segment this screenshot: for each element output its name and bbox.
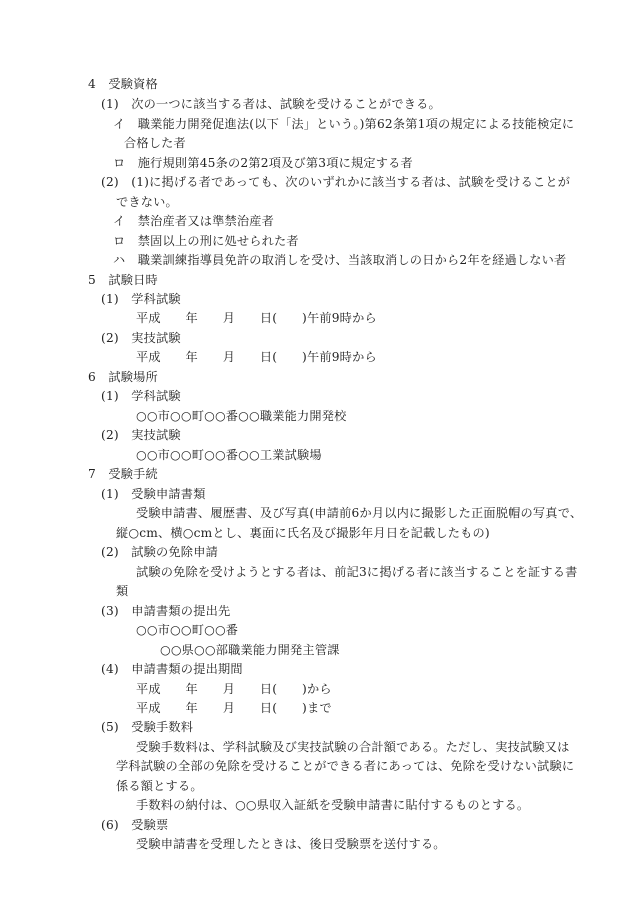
document-line: 手数料の納付は、○○県収入証紙を受験申請書に貼付するものとする。 <box>136 798 530 812</box>
document-line: 5 試験日時 <box>88 273 158 287</box>
document-line: ロ 施行規則第45条の2第2項及び第3項に規定する者 <box>113 156 413 170</box>
document-line: (2) 実技試験 <box>101 428 181 442</box>
document-line: 縦○cm、横○cmとし、裏面に氏名及び撮影年月日を記載したもの) <box>116 526 490 540</box>
document-line: 平成 年 月 日( )から <box>136 682 332 696</box>
document-line: 受験手数料は、学科試験及び実技試験の合計額である。ただし、実技試験又は <box>136 740 570 754</box>
document-line: 6 試験場所 <box>88 370 158 384</box>
document-line: ○○市○○町○○番○○工業試験場 <box>136 448 322 462</box>
document-line: 7 受験手続 <box>88 467 158 481</box>
document-line: (1) 次の一つに該当する者は、試験を受けることができる。 <box>101 97 441 111</box>
document-line: (2) 実技試験 <box>101 331 181 345</box>
document-line: (1) 学科試験 <box>101 389 181 403</box>
document-line: (2) 試験の免除申請 <box>101 545 218 559</box>
document-line: (3) 申請書類の提出先 <box>101 604 231 618</box>
document-line: イ 禁治産者又は準禁治産者 <box>113 214 275 228</box>
document-line: 受験申請書を受理したときは、後日受験票を送付する。 <box>136 837 446 851</box>
document-line: 受験申請書、履歴書、及び写真(申請前6か月以内に撮影した正面脱帽の写真で、 <box>136 506 583 520</box>
document-line: イ 職業能力開発促進法(以下「法」という。)第62条第1項の規定による技能検定に <box>113 117 575 131</box>
document-line: 類 <box>116 584 129 598</box>
document-line: (4) 申請書類の提出期間 <box>101 662 243 676</box>
document-line: ハ 職業訓練指導員免許の取消しを受け、当該取消しの日から2年を経過しない者 <box>113 253 567 267</box>
document-line: 平成 年 月 日( )午前9時から <box>136 311 377 325</box>
document-line: ○○市○○町○○番 <box>136 623 239 637</box>
document-line: ○○市○○町○○番○○職業能力開発校 <box>136 409 347 423</box>
document-line: ○○県○○部職業能力開発主管課 <box>160 643 340 657</box>
document-line: 係る額とする。 <box>116 779 203 793</box>
document-line: (5) 受験手数料 <box>101 720 194 734</box>
document-line: 4 受験資格 <box>88 77 158 91</box>
document-line: (1) 学科試験 <box>101 292 181 306</box>
document-line: 試験の免除を受けようとする者は、前記3に掲げる者に該当することを証する書 <box>136 565 578 579</box>
document-line: ロ 禁固以上の刑に処せられた者 <box>113 234 299 248</box>
document-line: 平成 年 月 日( )午前9時から <box>136 350 377 364</box>
document-line: (2) (1)に掲げる者であっても、次のいずれかに該当する者は、試験を受けることが <box>101 175 571 189</box>
document-line: 合格した者 <box>124 136 186 150</box>
document-line: (1) 受験申請書類 <box>101 487 206 501</box>
document-line: (6) 受験票 <box>101 818 169 832</box>
document-line: できない。 <box>116 195 178 209</box>
document-line: 平成 年 月 日( )まで <box>136 701 332 715</box>
document-line: 学科試験の全部の免除を受けることができる者にあっては、免除を受けない試験に <box>116 759 575 773</box>
